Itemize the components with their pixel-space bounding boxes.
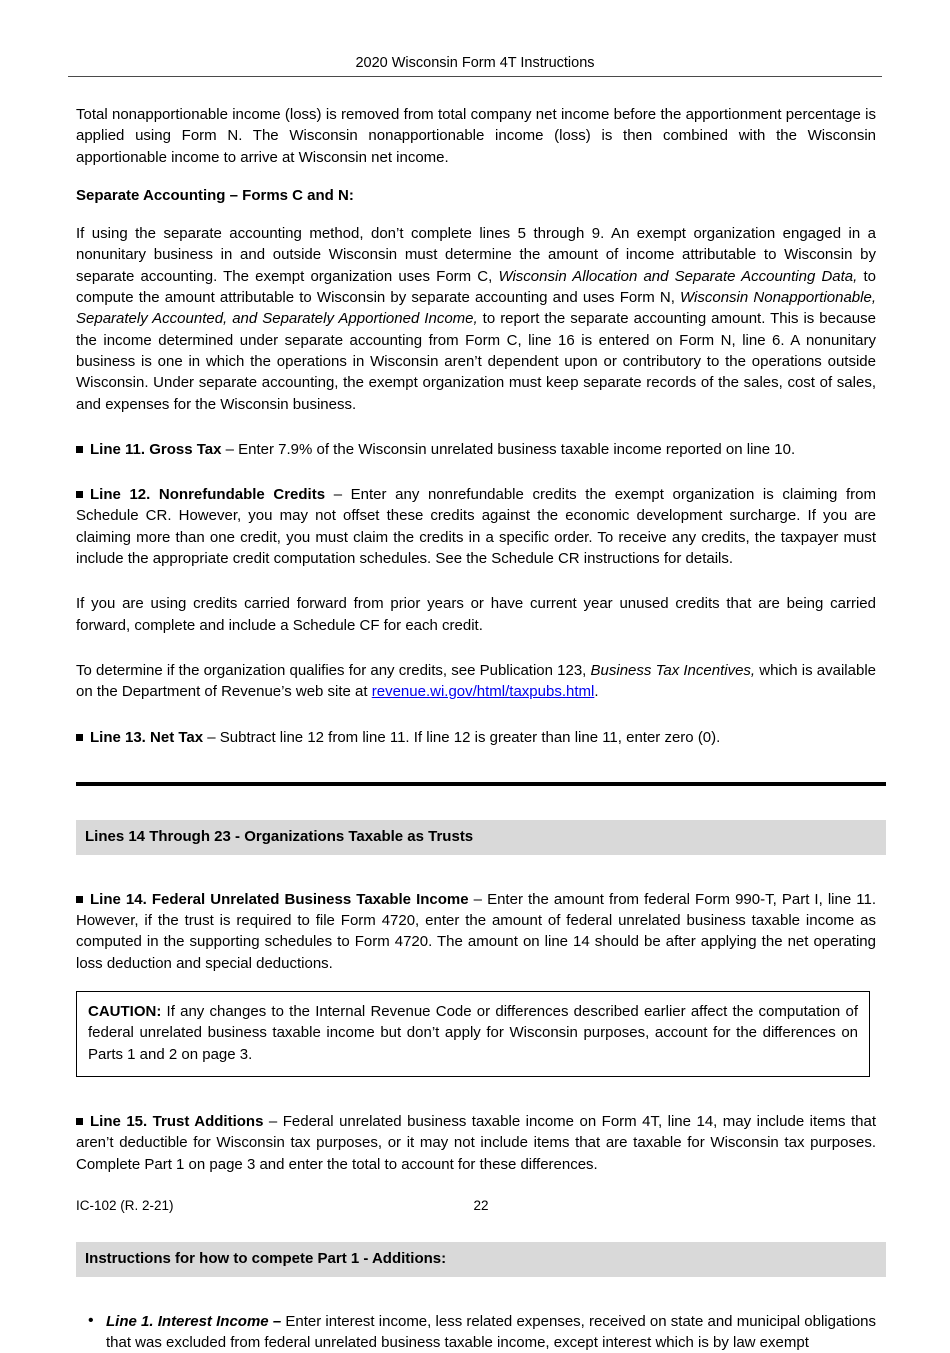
spacer <box>76 1277 876 1311</box>
square-bullet-icon <box>76 491 83 498</box>
part1-line1-label: Line 1. Interest Income – <box>106 1312 282 1330</box>
square-bullet-icon <box>76 1118 83 1125</box>
part1-line1-text: Enter interest income, less related expenses, received on state and municipal obligations that was excluded from federal unrelated business taxable income, except interest which is by law exempt <box>106 1312 876 1352</box>
separate-accounting-heading: Separate Accounting – Forms C and N: <box>76 186 354 204</box>
section-banner-part-1-additions: Instructions for how to compete Part 1 - Additions: <box>76 1242 886 1277</box>
square-bullet-icon <box>76 446 83 453</box>
line-14-text: – Enter the amount from federal Form 990-T, Part I, line 11. However, if the trust is required to file Form 4720, enter the amount of federal unrelated business taxable income as computed in the supporting schedules to Form 4720. The amount on line 14 should be after applying the net operating loss deduction and special deductions. <box>76 890 876 972</box>
spacer <box>76 974 876 991</box>
publication-text-part-3: . <box>594 683 599 701</box>
page-number: 22 <box>473 1198 489 1213</box>
sa-italic-form-c-title: Wisconsin Allocation and Separate Accounting Data, <box>498 267 858 285</box>
spacer <box>76 569 876 593</box>
separate-accounting-paragraph <box>76 223 876 415</box>
header-divider-rule <box>68 76 882 77</box>
sa-text-part-1: If using the separate accounting method, don’t complete lines 5 through 9. An exempt organization engaged in a nonunitary business in and outside Wisconsin must determine the amount of income attributable to Wisconsin by separate accounting. The exempt organization uses Form C, <box>76 225 876 285</box>
caution-callout-box <box>76 991 870 1077</box>
spacer <box>76 168 876 185</box>
square-bullet-icon <box>76 896 83 903</box>
sa-text-part-3: to report the separate accounting amount. This is because the income determined under separate accounting from Form C, line 16 is entered on Form N, line 6. A nonunitary business is one in which the operations in Wisconsin aren’t dependent upon or contributory to the operations outside Wisconsin. Under separate accounting, the exempt organization must keep separate records of the sales, cost of sales, and expenses for the Wisconsin business. <box>76 310 876 413</box>
line-13-text: – Subtract line 12 from line 11. If line 12 is greater than line 11, enter zero (0). <box>203 728 721 746</box>
section-banner-lines-14-23: Lines 14 Through 23 - Organizations Taxable as Trusts <box>76 820 886 855</box>
taxpubs-link[interactable]: revenue.wi.gov/html/taxpubs.html <box>371 683 595 701</box>
line-11-label: Line 11. Gross Tax <box>90 440 222 458</box>
spacer <box>76 206 876 223</box>
line-11-text: – Enter 7.9% of the Wisconsin unrelated business taxable income reported on line 10. <box>221 440 796 458</box>
document-body <box>76 104 876 1353</box>
publication-italic-title: Business Tax Incentives, <box>590 661 756 679</box>
list-item <box>106 1311 876 1353</box>
caution-paragraph <box>88 1001 858 1065</box>
line-15-paragraph <box>76 1111 876 1175</box>
part-1-additions-list <box>76 1311 876 1353</box>
spacer <box>76 1077 876 1111</box>
caution-text: If any changes to the Internal Revenue Code or differences described earlier affect the computation of federal unrelated business taxable income but don’t apply for Wisconsin purposes, account for the differences on Parts 1 and 2 on page 3. <box>88 1003 858 1063</box>
spacer <box>76 636 876 660</box>
spacer <box>76 1225 876 1242</box>
line-11-paragraph <box>76 439 876 460</box>
form-number: IC-102 (R. 2-21) <box>76 1198 174 1213</box>
line-14-paragraph <box>76 889 876 974</box>
intro-paragraph: Total nonapportionable income (loss) is removed from total company net income before the apportionment percentage is applied using Form N. The Wisconsin nonapportionable income (loss) is then combined with the Wisconsin apportionable income to arrive at Wisconsin net income. <box>76 106 876 166</box>
line-15-text: – Federal unrelated business taxable income on Form 4T, line 14, may include items that aren’t deductible for Wisconsin tax purposes, or it may not include items that are taxable for Wisconsin tax purposes. Complete Part 1 on page 3 and enter the total to account for these differences. <box>76 1112 876 1173</box>
spacer <box>76 855 876 889</box>
publication-text-part-1: To determine if the organization qualifies for any credits, see Publication 123, <box>76 661 591 679</box>
line-14-label: Line 14. Federal Unrelated Business Taxable Income <box>90 890 469 908</box>
line-13-label: Line 13. Net Tax <box>90 728 204 746</box>
spacer <box>76 415 876 439</box>
line-12-paragraph <box>76 484 876 569</box>
line-15-label: Line 15. Trust Additions <box>90 1112 264 1130</box>
publication-text-part-2: which is available on the Department of Revenue’s web site at <box>76 661 876 701</box>
spacer <box>76 786 876 820</box>
carryforward-paragraph: If you are using credits carried forward from prior years or have current year unused credits that are being carried forward, complete and include a Schedule CF for each credit. <box>76 595 876 634</box>
sa-italic-form-n-title: Wisconsin Nonapportionable, Separately Accounted, and Separately Apportioned Income, <box>76 289 876 328</box>
line-13-paragraph <box>76 727 876 748</box>
caution-label: CAUTION: <box>88 1003 162 1021</box>
running-header: 2020 Wisconsin Form 4T Instructions <box>355 55 595 71</box>
spacer <box>76 703 876 727</box>
spacer <box>76 748 876 782</box>
square-bullet-icon <box>76 734 83 741</box>
line-12-text: – Enter any nonrefundable credits the exempt organization is claiming from Schedule CR. However, you may not offset these credits against the economic development surcharge. If you are claiming more than one credit, you must claim the credits in a specific order. To receive any credits, the taxpayer must include the appropriate credit computation schedules. See the Schedule CR instructions for details. <box>76 486 876 568</box>
spacer <box>76 460 876 484</box>
sa-text-part-2: to compute the amount attributable to Wisconsin by separate accounting and uses Form N, <box>76 267 876 307</box>
line-12-label: Line 12. Nonrefundable Credits <box>90 486 326 504</box>
publication-paragraph <box>76 660 876 703</box>
